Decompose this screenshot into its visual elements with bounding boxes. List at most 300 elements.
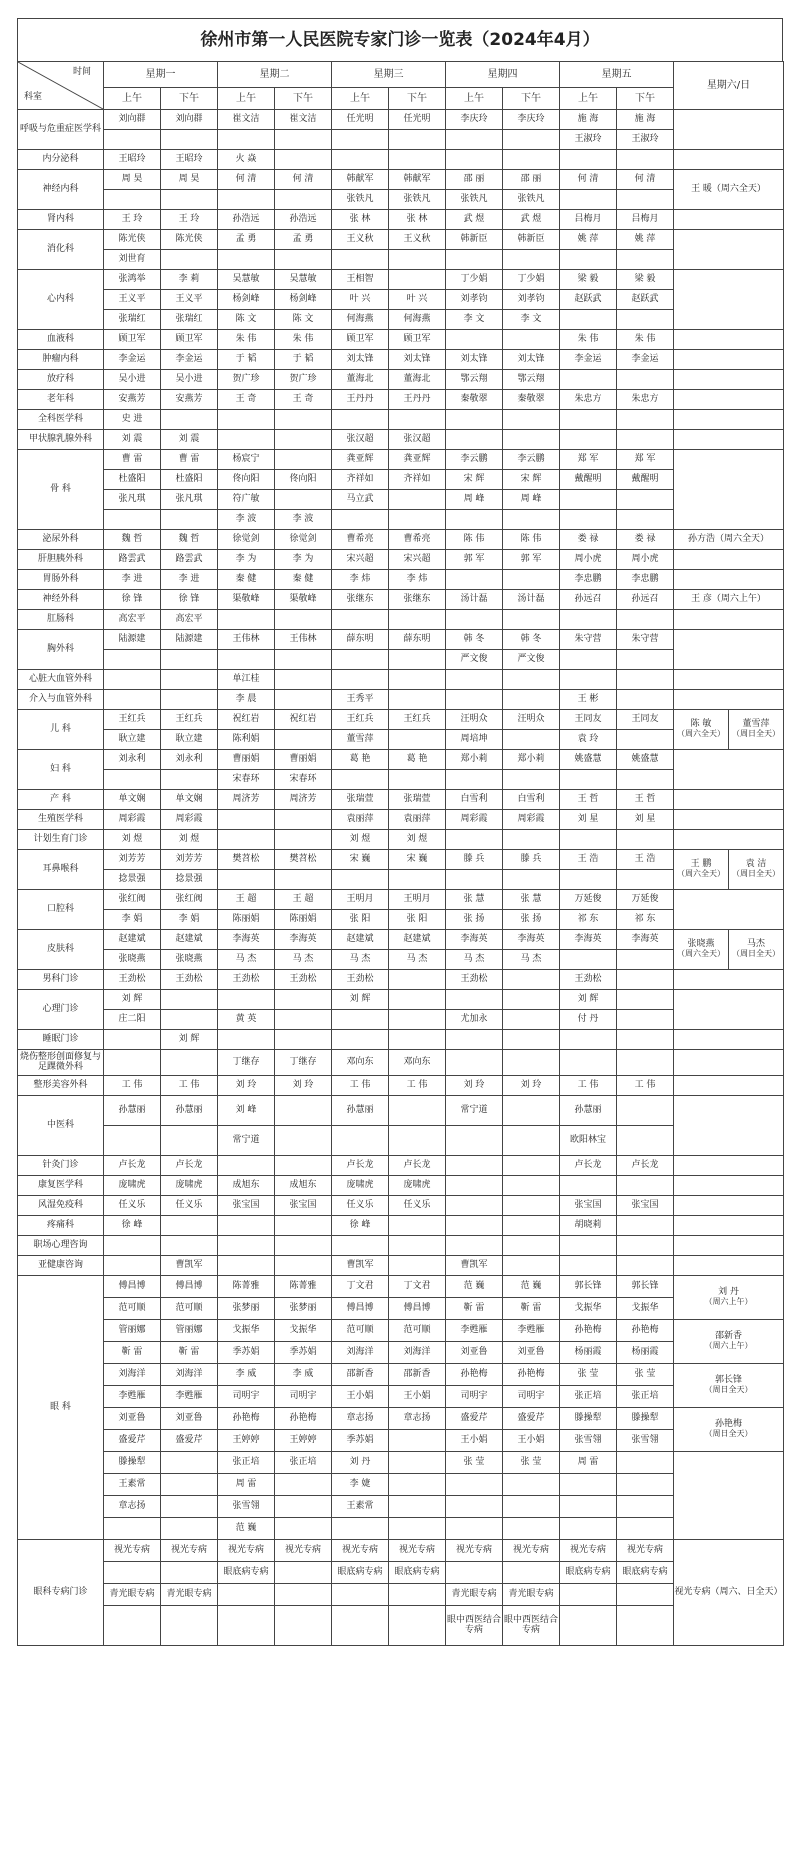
schedule-cell: 周济芳 [275,790,332,810]
schedule-cell [218,990,275,1010]
schedule-cell: 李 娟 [104,910,161,930]
schedule-cell: 张瑞萱 [389,790,446,810]
schedule-cell: 王 奇 [275,390,332,410]
dept-row [18,530,784,550]
time-note: （周日全天） [704,1385,753,1395]
schedule-cell: 李金运 [161,350,218,370]
schedule-cell: 任义乐 [161,1196,218,1216]
schedule-cell [446,1050,503,1076]
dept-name: 心内科 [18,270,104,330]
schedule-cell [503,1562,560,1584]
schedule-cell [617,610,674,630]
schedule-cell [617,1452,674,1474]
schedule-cell: 单江桂 [218,670,275,690]
time-label: 时间 [72,67,91,77]
schedule-cell: 樊苕松 [275,850,332,870]
weekend-cell [674,830,784,850]
schedule-cell [617,830,674,850]
schedule-cell: 刘亚鲁 [161,1408,218,1430]
schedule-cell: 季苏娟 [332,1430,389,1452]
schedule-cell [446,990,503,1010]
time-note: （周日全天） [704,1429,753,1439]
schedule-cell [161,1562,218,1584]
schedule-cell [332,1518,389,1540]
schedule-cell: 刘海洋 [332,1342,389,1364]
schedule-cell: 青光眼专病 [446,1584,503,1606]
schedule-cell: 孟 勇 [218,230,275,250]
schedule-cell: 祁 东 [560,910,617,930]
schedule-cell [389,490,446,510]
schedule-cell: 刘世育 [104,250,161,270]
schedule-cell [161,1452,218,1474]
dept-row [18,230,784,250]
schedule-cell [389,730,446,750]
schedule-cell: 刘太锋 [503,350,560,370]
schedule-cell: 黄 英 [218,1010,275,1030]
schedule-cell: 范可顺 [161,1298,218,1320]
schedule-cell: 娄 禄 [560,530,617,550]
schedule-cell: 宋 巍 [389,850,446,870]
eye-row [18,1474,784,1496]
dept-row [18,250,784,270]
schedule-cell: 张 阳 [389,910,446,930]
dept-name: 耳鼻喉科 [18,850,104,890]
schedule-cell: 李庆玲 [503,110,560,130]
dept-row [18,1176,784,1196]
dept-row [18,470,784,490]
schedule-cell [617,430,674,450]
schedule-cell [332,610,389,630]
schedule-cell [560,670,617,690]
eye-row [18,1298,784,1320]
schedule-cell: 何海燕 [332,310,389,330]
schedule-cell: 常宁道 [218,1126,275,1156]
schedule-cell: 邵 丽 [446,170,503,190]
schedule-cell [617,1216,674,1236]
schedule-cell [161,1496,218,1518]
weekend-cell [674,1320,784,1364]
schedule-cell: 青光眼专病 [161,1584,218,1606]
schedule-cell: 刘芳芳 [104,850,161,870]
schedule-cell [332,650,389,670]
dept-name: 胸外科 [18,630,104,670]
schedule-cell [503,130,560,150]
schedule-cell: 付 丹 [560,1010,617,1030]
schedule-cell [617,1050,674,1076]
schedule-cell: 庞啸虎 [389,1176,446,1196]
schedule-cell: 丁文君 [332,1276,389,1298]
dept-name: 甲状腺乳腺外科 [18,430,104,450]
schedule-cell [275,810,332,830]
schedule-cell: 郭 军 [503,550,560,570]
schedule-cell: 高宏平 [104,610,161,630]
schedule-cell [218,1256,275,1276]
schedule-cell: 严文俊 [446,650,503,670]
schedule-cell [389,1096,446,1126]
schedule-cell: 刘 辉 [161,1030,218,1050]
schedule-cell [503,1030,560,1050]
schedule-cell: 庄二阳 [104,1010,161,1030]
dept-name: 内分泌科 [18,150,104,170]
schedule-cell: 李庆玲 [446,110,503,130]
schedule-cell [332,410,389,430]
weekend-cell [674,1176,784,1196]
dept-name: 消化科 [18,230,104,270]
schedule-cell: 刘海洋 [389,1342,446,1364]
dept-row [18,1096,784,1126]
schedule-cell [503,690,560,710]
dept-row [18,1196,784,1216]
schedule-cell: 王劲松 [104,970,161,990]
schedule-cell [503,150,560,170]
schedule-cell: 王淑玲 [560,130,617,150]
schedule-cell [446,130,503,150]
schedule-cell: 安燕芳 [161,390,218,410]
schedule-cell [275,870,332,890]
schedule-cell: 崔文洁 [275,110,332,130]
schedule-cell [446,1216,503,1236]
dept-name: 神经外科 [18,590,104,610]
schedule-cell: 王昭玲 [161,150,218,170]
schedule-cell: 张宝国 [275,1196,332,1216]
weekend-cell [674,630,784,670]
weekend-cell [674,1030,784,1050]
schedule-cell: 于 韬 [275,350,332,370]
schedule-cell: 刘亚鲁 [446,1342,503,1364]
schedule-cell [104,1236,161,1256]
schedule-cell [617,370,674,390]
schedule-cell: 渠敬峰 [218,590,275,610]
schedule-cell: 杜盛阳 [104,470,161,490]
dept-row [18,510,784,530]
schedule-cell: 张雪翎 [617,1430,674,1452]
schedule-cell: 徐 峰 [332,1216,389,1236]
schedule-cell: 季苏娟 [275,1342,332,1364]
schedule-cell [275,830,332,850]
schedule-cell [104,770,161,790]
schedule-cell [332,1126,389,1156]
schedule-cell [161,1216,218,1236]
schedule-cell: 管丽娜 [161,1320,218,1342]
eye-row [18,1320,784,1342]
weekend-cell: 王 暖（周六全天） [674,170,784,210]
schedule-cell [503,1196,560,1216]
schedule-cell: 刘 峰 [218,1096,275,1126]
schedule-cell [503,1096,560,1126]
header-corner [18,62,104,110]
schedule-cell [218,810,275,830]
schedule-cell: 司明宇 [503,1386,560,1408]
schedule-cell [275,610,332,630]
schedule-cell: 王明月 [332,890,389,910]
schedule-cell: 李 炜 [389,570,446,590]
schedule-cell [332,1584,389,1606]
schedule-cell: 刘 震 [104,430,161,450]
schedule-cell: 单文娴 [104,790,161,810]
weekend-cell [674,1452,784,1540]
schedule-cell: 赵建斌 [332,930,389,950]
schedule-cell: 武 煜 [503,210,560,230]
schedule-cell: 李忠鹏 [560,570,617,590]
schedule-cell: 武 煜 [446,210,503,230]
schedule-cell: 宋春环 [218,770,275,790]
schedule-cell [275,1126,332,1156]
schedule-cell [560,410,617,430]
schedule-cell: 傅昌博 [332,1298,389,1320]
schedule-cell: 赵跃武 [617,290,674,310]
schedule-cell: 王淑玲 [617,130,674,150]
schedule-cell [389,1496,446,1518]
weekend-cell [674,210,784,230]
schedule-cell [104,1126,161,1156]
schedule-cell [389,670,446,690]
schedule-cell [161,670,218,690]
schedule-cell [617,510,674,530]
schedule-cell [560,150,617,170]
schedule-cell: 李 莉 [161,270,218,290]
schedule-cell: 工 伟 [104,1076,161,1096]
schedule-cell: 张正培 [617,1386,674,1408]
schedule-cell: 董雪萍 [332,730,389,750]
schedule-cell: 李 娟 [161,910,218,930]
schedule-cell: 符广敏 [218,490,275,510]
schedule-cell: 丁少娟 [503,270,560,290]
schedule-cell [503,1518,560,1540]
schedule-cell: 李 威 [275,1364,332,1386]
schedule-cell [161,510,218,530]
schedule-cell [389,690,446,710]
schedule-cell: 张红阀 [161,890,218,910]
schedule-cell [161,1606,218,1646]
schedule-cell [389,1430,446,1452]
schedule-cell: 王 哲 [560,790,617,810]
schedule-cell [446,870,503,890]
schedule-cell: 张铁凡 [389,190,446,210]
schedule-cell: 孙艳梅 [503,1364,560,1386]
schedule-cell: 郭长锋 [560,1276,617,1298]
dept-row [18,330,784,350]
weekend-cell [729,850,784,890]
schedule-cell: 朱 伟 [275,330,332,350]
schedule-cell: 张继东 [332,590,389,610]
schedule-table [17,61,784,1646]
schedule-cell [104,690,161,710]
schedule-cell: 曹丽娟 [218,750,275,770]
schedule-cell: 贺广珍 [275,370,332,390]
schedule-cell [446,510,503,530]
schedule-cell: 龚亚辉 [389,450,446,470]
schedule-cell [275,150,332,170]
schedule-cell: 张雪翎 [218,1496,275,1518]
schedule-cell [104,1606,161,1646]
schedule-cell: 张晓燕 [161,950,218,970]
dept-name: 亚健康咨询 [18,1256,104,1276]
schedule-cell: 周 雷 [560,1452,617,1474]
dept-name: 肛肠科 [18,610,104,630]
weekend-cell [729,930,784,970]
dept-name: 妇 科 [18,750,104,790]
schedule-cell [503,730,560,750]
day-header: 星期六/日 [674,62,784,110]
schedule-cell: 周彩霞 [161,810,218,830]
schedule-cell: 工 伟 [617,1076,674,1096]
schedule-cell: 孙浩远 [218,210,275,230]
dept-row [18,410,784,430]
schedule-cell: 滕操犁 [617,1408,674,1430]
eye-special-row [18,1584,784,1606]
schedule-cell [218,830,275,850]
schedule-cell [503,970,560,990]
weekend-cell [674,1096,784,1156]
schedule-cell [332,150,389,170]
schedule-cell: 赵建斌 [389,930,446,950]
weekend-cell [674,810,784,830]
dept-name: 泌尿外科 [18,530,104,550]
schedule-cell: 葛 艳 [389,750,446,770]
dept-name: 皮肤科 [18,930,104,970]
dept-name: 儿 科 [18,710,104,750]
schedule-cell: 视光专病 [275,1540,332,1562]
schedule-cell: 曹凯军 [161,1256,218,1276]
dept-row [18,670,784,690]
weekend-cell [674,990,784,1030]
schedule-cell: 王丹丹 [389,390,446,410]
weekend-cell [674,1364,784,1408]
schedule-cell [617,1096,674,1126]
schedule-cell [389,1474,446,1496]
schedule-cell: 王 彬 [560,690,617,710]
eye-special-row [18,1540,784,1562]
schedule-cell: 刘海洋 [161,1364,218,1386]
schedule-cell: 白雪利 [503,790,560,810]
dept-row [18,790,784,810]
schedule-cell: 路雲武 [104,550,161,570]
schedule-cell: 李 为 [275,550,332,570]
schedule-cell: 张铁凡 [446,190,503,210]
am-header: 上午 [560,88,617,110]
am-header: 上午 [446,88,503,110]
schedule-cell: 孙慧丽 [560,1096,617,1126]
schedule-cell [275,1474,332,1496]
schedule-cell [104,1562,161,1584]
schedule-cell [389,1236,446,1256]
schedule-cell: 张 阳 [332,910,389,930]
schedule-cell: 王劲松 [218,970,275,990]
schedule-cell [560,1256,617,1276]
schedule-cell: 任光明 [389,110,446,130]
schedule-cell: 姚 萍 [617,230,674,250]
time-note: （周六全天） [677,869,725,879]
schedule-cell [218,190,275,210]
schedule-cell: 祝红岩 [218,710,275,730]
schedule-cell: 庞啸虎 [104,1176,161,1196]
schedule-cell: 王劲松 [275,970,332,990]
doctor-name: 孙艳梅 [714,1419,742,1430]
weekend-cell [674,270,784,330]
schedule-cell [560,1606,617,1646]
schedule-cell: 刘 煜 [332,830,389,850]
schedule-cell [617,770,674,790]
schedule-cell: 李海英 [617,930,674,950]
schedule-cell: 张瑞红 [104,310,161,330]
schedule-cell: 何 清 [560,170,617,190]
schedule-cell [503,1050,560,1076]
schedule-cell [275,190,332,210]
schedule-cell: 朱 伟 [560,330,617,350]
weekend-cell [674,750,784,790]
schedule-cell: 赵建斌 [161,930,218,950]
schedule-cell: 张宝国 [218,1196,275,1216]
schedule-cell: 姚盛慧 [560,750,617,770]
schedule-cell: 薛东明 [389,630,446,650]
schedule-cell: 任光明 [332,110,389,130]
schedule-cell: 王 浩 [560,850,617,870]
dept-name: 全科医学科 [18,410,104,430]
dept-name: 计划生育门诊 [18,830,104,850]
schedule-cell: 李甦雁 [104,1386,161,1408]
schedule-cell [332,1010,389,1030]
schedule-cell [389,1030,446,1050]
schedule-cell: 顾卫军 [104,330,161,350]
weekend-cell [674,1256,784,1276]
schedule-cell: 任义乐 [104,1196,161,1216]
schedule-cell: 郑小莉 [503,750,560,770]
schedule-cell: 王同友 [617,710,674,730]
schedule-cell [161,1518,218,1540]
schedule-cell: 刘 星 [617,810,674,830]
schedule-cell: 郑 军 [560,450,617,470]
schedule-cell: 工 伟 [389,1076,446,1096]
schedule-cell: 盛爱芹 [161,1430,218,1452]
schedule-cell [560,1474,617,1496]
schedule-cell: 工 伟 [332,1076,389,1096]
schedule-cell [560,190,617,210]
schedule-cell: 眼中西医结合专病 [446,1606,503,1646]
schedule-cell [275,1156,332,1176]
schedule-cell: 周小虎 [560,550,617,570]
weekend-cell [674,550,784,570]
schedule-cell: 刘 丹 [332,1452,389,1474]
schedule-cell: 周彩霞 [503,810,560,830]
schedule-cell: 周济芳 [218,790,275,810]
schedule-cell [560,610,617,630]
schedule-cell [617,490,674,510]
weekend-cell [674,1196,784,1216]
dept-row [18,310,784,330]
dept-row [18,270,784,290]
dept-label: 科室 [24,92,43,103]
schedule-cell: 宋兴超 [389,550,446,570]
schedule-cell: 卢长龙 [104,1156,161,1176]
schedule-cell [560,830,617,850]
weekend-cell [674,390,784,410]
schedule-cell: 周 昊 [104,170,161,190]
schedule-cell: 宋 巍 [332,850,389,870]
schedule-cell: 宋 辉 [503,470,560,490]
schedule-cell: 张 莹 [446,1452,503,1474]
weekend-cell [674,670,784,690]
weekend-cell [674,430,784,450]
schedule-cell: 万延俊 [560,890,617,910]
schedule-cell [560,770,617,790]
dept-name: 职场心理咨询 [18,1236,104,1256]
schedule-cell: 陈光侠 [104,230,161,250]
schedule-cell: 孙艳梅 [218,1408,275,1430]
schedule-cell: 视光专病 [332,1540,389,1562]
schedule-cell: 庞啸虎 [332,1176,389,1196]
schedule-cell: 白雪利 [446,790,503,810]
schedule-cell: 李 晨 [218,690,275,710]
